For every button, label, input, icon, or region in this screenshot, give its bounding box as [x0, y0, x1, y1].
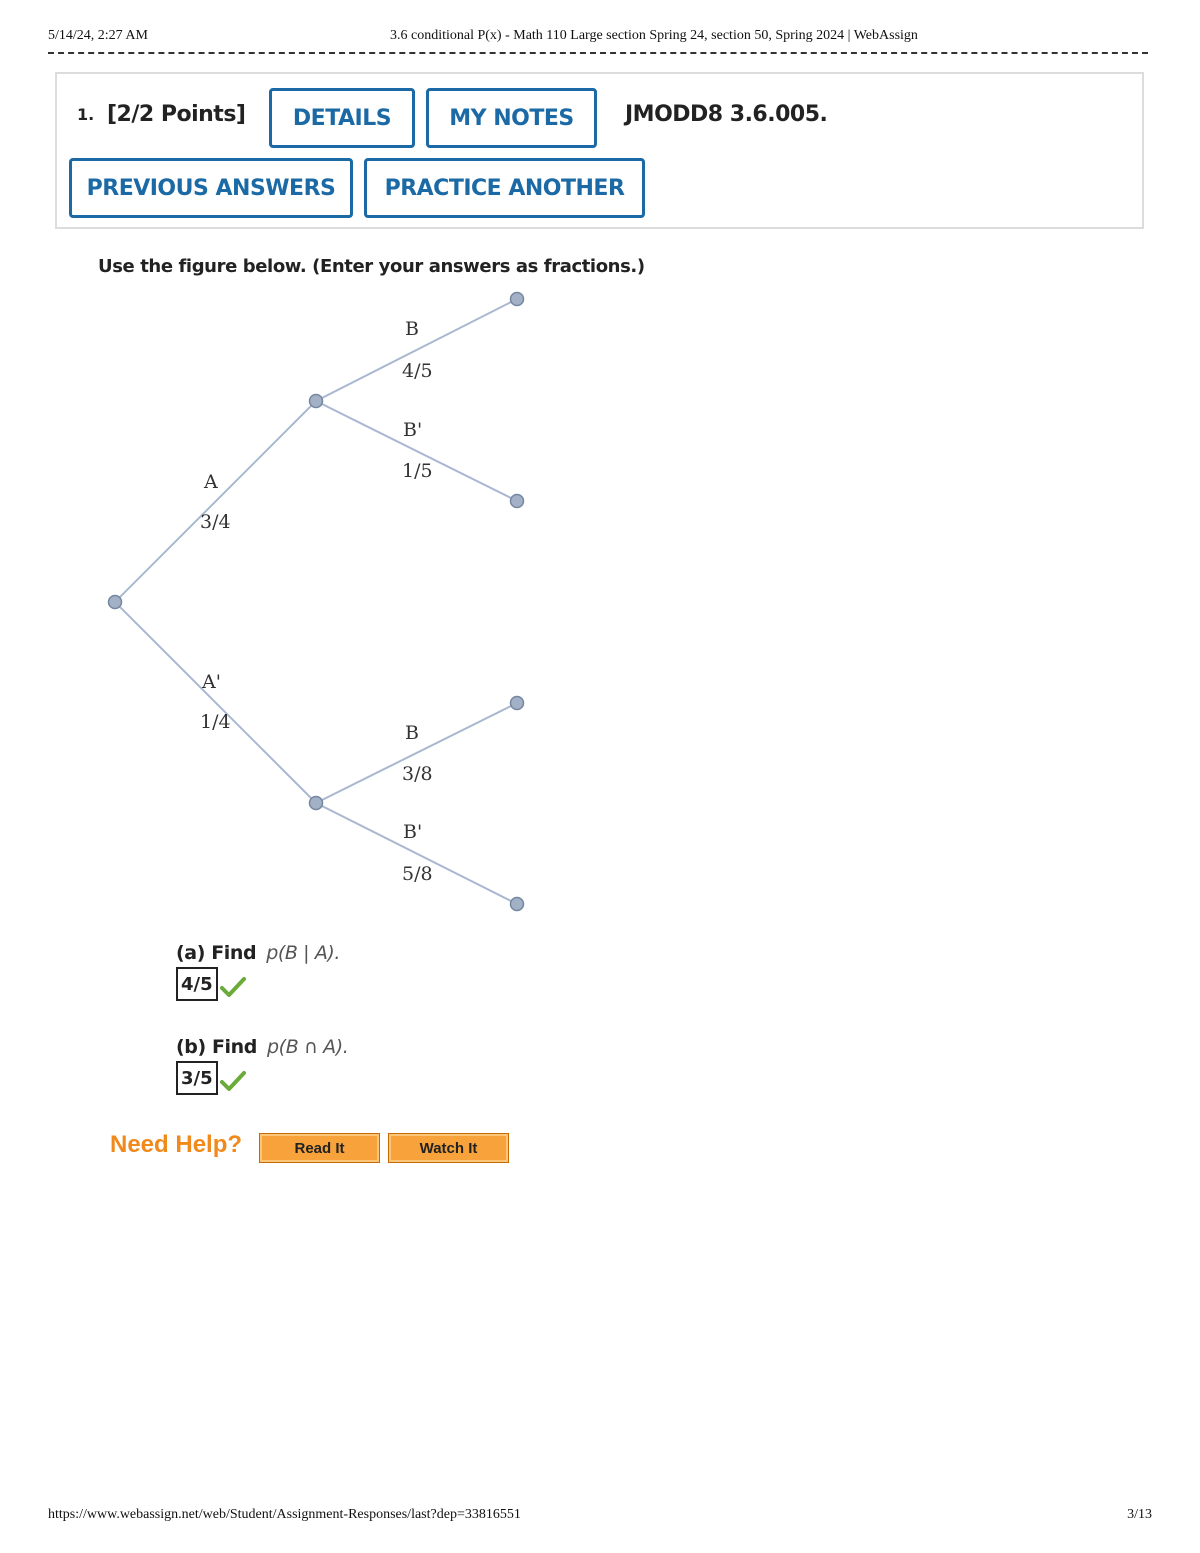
tree-branch-line	[115, 602, 316, 803]
part-b-expression: p(B ∩ A).	[267, 1036, 349, 1058]
tree-edges	[115, 299, 517, 904]
correct-check-icon	[220, 1070, 246, 1092]
previous-answers-button[interactable]: PREVIOUS ANSWERS	[69, 158, 353, 218]
branch-event-label: B'	[403, 419, 423, 441]
part-a-label: (a) Find	[176, 942, 257, 964]
part-a-prompt	[176, 942, 340, 964]
question-points: [2/2 Points]	[107, 102, 246, 127]
print-page-title: 3.6 conditional P(x) - Math 110 Large section Spring 24, section 50, Spring 2024 | WebAssign	[390, 28, 918, 43]
print-page-number: 3/13	[1127, 1507, 1152, 1522]
branch-event-label: B	[405, 722, 419, 744]
tree-node	[310, 395, 323, 408]
branch-event-label: A'	[202, 671, 221, 693]
tree-node	[109, 596, 122, 609]
branch-prob-label: 3/8	[402, 763, 433, 785]
branch-prob-label: 1/4	[200, 711, 231, 733]
watch-it-button[interactable]: Watch It	[388, 1133, 509, 1163]
branch-prob-label: 1/5	[402, 460, 433, 482]
my-notes-button[interactable]: MY NOTES	[426, 88, 597, 148]
part-a-expression: p(B | A).	[266, 942, 341, 964]
branch-event-label: B'	[403, 821, 423, 843]
part-b-prompt	[176, 1036, 348, 1058]
print-url: https://www.webassign.net/web/Student/Assignment-Responses/last?dep=33816551	[48, 1507, 521, 1522]
tree-node	[511, 293, 524, 306]
tree-node	[511, 697, 524, 710]
tree-branch-line	[316, 401, 517, 501]
tree-node	[310, 797, 323, 810]
question-code: JMODD8 3.6.005.	[625, 102, 828, 127]
branch-event-label: A	[204, 471, 218, 493]
tree-branch-line	[316, 299, 517, 401]
read-it-button[interactable]: Read It	[259, 1133, 380, 1163]
part-b-label: (b) Find	[176, 1036, 258, 1058]
need-help-label: Need Help?	[110, 1131, 243, 1158]
practice-another-button[interactable]: PRACTICE ANOTHER	[364, 158, 645, 218]
print-footer	[48, 1507, 1152, 1527]
branch-prob-label: 5/8	[402, 863, 433, 885]
correct-check-icon	[220, 976, 246, 998]
details-button[interactable]: DETAILS	[269, 88, 415, 148]
tree-node	[511, 898, 524, 911]
question-number: 1.	[77, 105, 95, 124]
tree-node	[511, 495, 524, 508]
branch-prob-label: 3/4	[200, 511, 231, 533]
tree-branch-line	[316, 803, 517, 904]
tree-nodes	[109, 293, 524, 911]
part-b-answer-field[interactable]: 3/5	[176, 1061, 218, 1095]
instruction-text: Use the figure below. (Enter your answers as fractions.)	[98, 256, 645, 277]
tree-branch-line	[316, 703, 517, 803]
print-datetime: 5/14/24, 2:27 AM	[48, 28, 148, 43]
branch-prob-label: 4/5	[402, 360, 433, 382]
branch-event-label: B	[405, 318, 419, 340]
part-a-answer-field[interactable]: 4/5	[176, 967, 218, 1001]
tree-branch-line	[115, 401, 316, 602]
